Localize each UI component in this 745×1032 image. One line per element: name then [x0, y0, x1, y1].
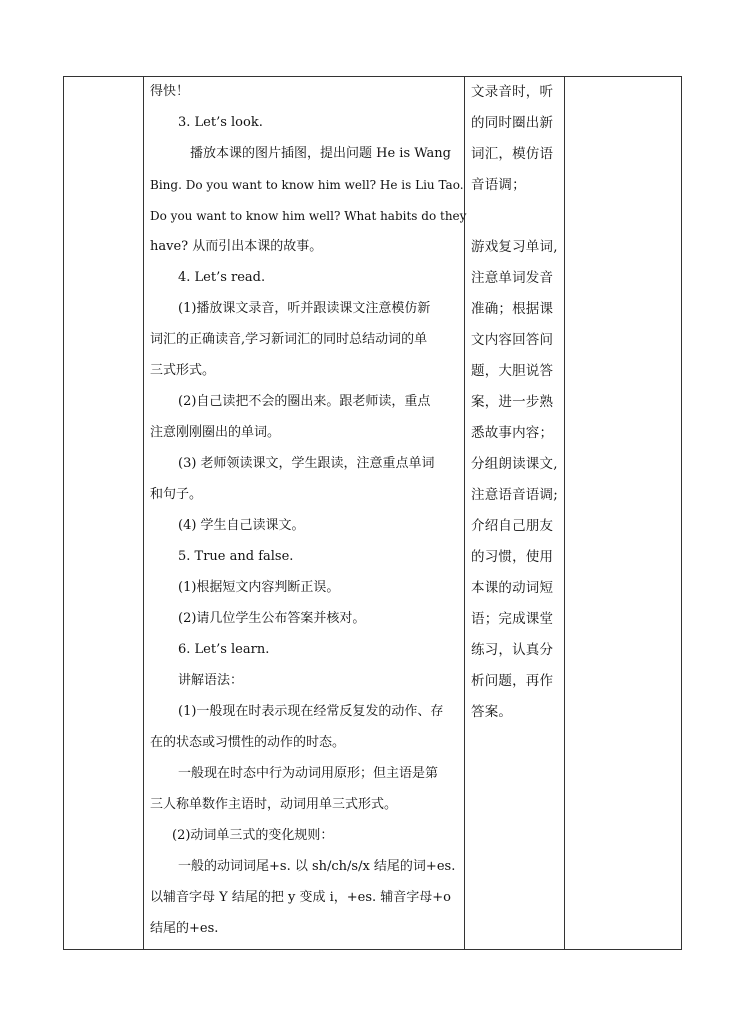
- activity-line: 游戏复习单词,: [471, 239, 558, 255]
- lesson-line: Do you want to know him well? What habits do they: [150, 209, 467, 223]
- lesson-line: 一般的动词词尾+s. 以 sh/ch/s/x 结尾的词+es.: [178, 859, 456, 874]
- activity-line: 语；完成课堂: [471, 611, 554, 627]
- lesson-line: (1)播放课文录音，听并跟读课文注意模仿新: [178, 301, 431, 316]
- lesson-line: 词汇的正确读音,学习新词汇的同时总结动词的单: [150, 332, 428, 347]
- activity-line: 答案。: [471, 704, 513, 720]
- teaching-procedure-column: [150, 81, 467, 949]
- lesson-line: 以辅音字母 Y 结尾的把 y 变成 i，+es. 辅音字母+o: [150, 890, 451, 905]
- activity-line: 词汇，模仿语: [471, 146, 554, 162]
- activity-line: 析问题，再作: [471, 673, 554, 689]
- activity-line: 注意单词发音: [471, 270, 554, 286]
- lesson-line: 4. Let’s read.: [178, 270, 266, 285]
- student-activity-column: [471, 81, 563, 732]
- lesson-line: 一般现在时态中行为动词用原形；但主语是第: [178, 766, 439, 781]
- lesson-line: (2)动词单三式的变化规则：: [172, 828, 334, 843]
- activity-line: 分组朗读课文,: [471, 456, 558, 472]
- activity-line: 的习惯，使用: [471, 549, 554, 565]
- lesson-line: 和句子。: [150, 487, 203, 502]
- activity-line: 的同时圈出新: [471, 115, 554, 131]
- lesson-line: 3. Let’s look.: [178, 115, 263, 130]
- column-divider: [143, 77, 144, 949]
- lesson-line: 得快！: [150, 84, 190, 99]
- lesson-line: have? 从而引出本课的故事。: [150, 239, 323, 254]
- activity-line: 文内容回答问: [471, 332, 554, 348]
- activity-line: 本课的动词短: [471, 580, 554, 596]
- lesson-line: 三人称单数作主语时，动词用单三式形式。: [150, 797, 398, 812]
- lesson-line: 三式形式。: [150, 363, 216, 378]
- activity-line: 悉故事内容；: [471, 425, 554, 441]
- activity-line: 注意语音语调;: [471, 487, 558, 503]
- activity-line: 练习，认真分: [471, 642, 554, 658]
- lesson-line: 讲解语法：: [178, 673, 244, 688]
- lesson-line: Bing. Do you want to know him well? He is Liu Tao.: [150, 178, 464, 192]
- lesson-line: (1)一般现在时表示现在经常反复发的动作、存: [178, 704, 444, 719]
- lesson-line: (2)自己读把不会的圈出来。跟老师读，重点: [178, 394, 431, 409]
- activity-line: 题，大胆说答: [471, 363, 554, 379]
- activity-line: 文录音时，听: [471, 84, 554, 100]
- activity-line: 介绍自己朋友: [471, 518, 554, 534]
- lesson-line: 5. True and false.: [178, 549, 294, 564]
- lesson-line: (4) 学生自己读课文。: [178, 518, 305, 533]
- activity-line: 音语调；: [471, 177, 526, 193]
- lesson-line: 结尾的+es.: [150, 921, 219, 936]
- lesson-line: (3) 老师领读课文，学生跟读，注意重点单词: [178, 456, 435, 471]
- lesson-line: 注意刚刚圈出的单词。: [150, 425, 281, 440]
- column-divider: [464, 77, 465, 949]
- lesson-line: 在的状态或习惯性的动作的时态。: [150, 735, 346, 750]
- lesson-line: (1)根据短文内容判断正误。: [178, 580, 340, 595]
- lesson-line: 播放本课的图片插图，提出问题 He is Wang: [190, 146, 451, 161]
- column-divider: [564, 77, 565, 949]
- activity-line: 案，进一步熟: [471, 394, 554, 410]
- activity-line: 准确；根据课: [471, 301, 554, 317]
- lesson-line: 6. Let’s learn.: [178, 642, 270, 657]
- lesson-line: (2)请几位学生公布答案并核对。: [178, 611, 366, 626]
- blank-line: [471, 205, 563, 236]
